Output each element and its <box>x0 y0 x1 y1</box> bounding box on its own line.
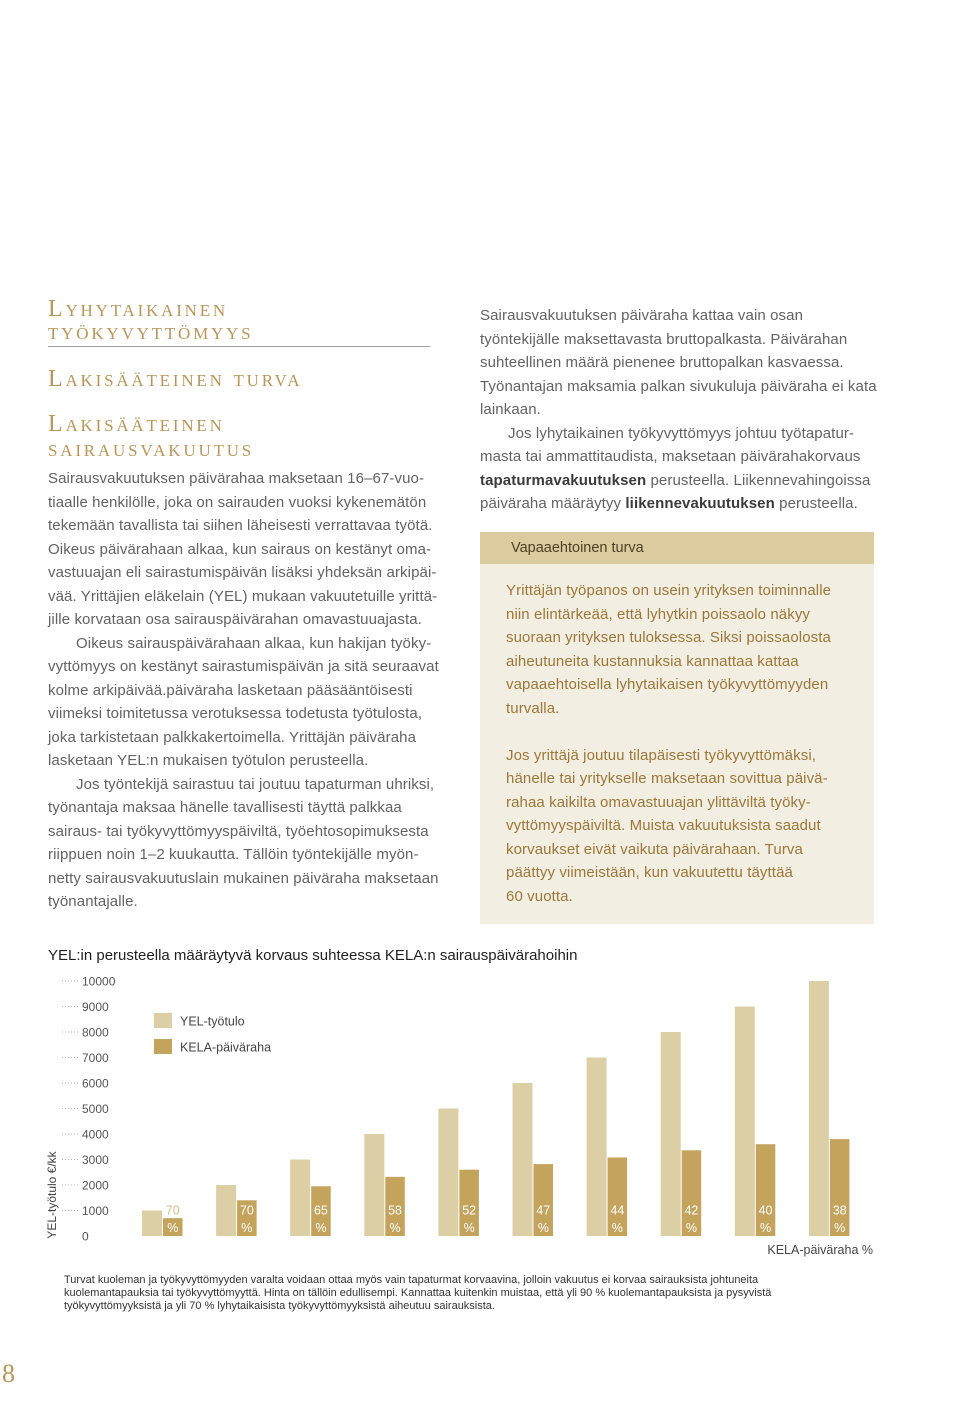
kela-percent-unit: % <box>685 1221 698 1235</box>
y-tick-label: 8000 <box>82 1025 109 1040</box>
text-segment: tekemään tavallista tai siihen läheisesti verrattavaa työtä. <box>48 517 433 534</box>
left-column-text-line <box>48 608 443 632</box>
text-segment: Sairausvakuutuksen päivärahaa maksetaan 16–67-vuo- <box>48 470 425 487</box>
legend-label-kela: KELA-päiväraha <box>180 1040 272 1055</box>
kela-percent-label: 52 <box>462 1203 477 1218</box>
left-column-text-line <box>48 467 443 491</box>
text-segment: työntekijälle maksettavasta bruttopalkasta. Päivärahan <box>480 330 848 348</box>
info-box-text-line <box>506 603 831 627</box>
info-box-paragraph <box>506 744 831 909</box>
footnote-text-line <box>64 1274 771 1287</box>
info-box-body <box>506 579 831 908</box>
chart-plot <box>40 966 920 1266</box>
yel-tyotulo-bar <box>513 1083 533 1236</box>
kela-percent-label: 38 <box>832 1203 847 1218</box>
text-segment: korvaukset eivät vaikuta päivärahaan. Turva <box>506 840 803 858</box>
yel-tyotulo-bar <box>290 1160 310 1237</box>
footnote <box>64 1274 771 1313</box>
left-column-paragraph <box>48 467 443 632</box>
y-axis-label: YEL-työtulo €/kk <box>45 1151 59 1239</box>
right-column-paragraph <box>480 304 900 422</box>
kela-percent-label: 47 <box>536 1203 551 1218</box>
main-heading-line: työkyvyttömyys <box>48 319 254 345</box>
text-segment: työnantaja maksaa hänelle tavallisesti täyttä palkkaa <box>48 799 402 816</box>
kela-percent-unit: % <box>389 1221 401 1235</box>
kela-percent-unit: % <box>759 1221 772 1235</box>
emphasized-term: liikennevakuutuksen <box>625 495 775 512</box>
info-box-text-line <box>506 861 831 885</box>
text-segment: hänelle tai yritykselle maksetaan sovittua päivä- <box>506 770 828 787</box>
text-segment: kuolemantapauksia tai työkyvyttömyyttä. Hinta on tällöin edullisempi. Kannattaa kuitenkin muistaa, että yli 90 % kuolemantapauksista ja pysyvistä <box>64 1286 772 1299</box>
kela-percent-unit: % <box>611 1221 623 1235</box>
kela-percent-label: 40 <box>758 1203 773 1218</box>
page-number: 8 <box>2 1359 15 1388</box>
left-column-text-line <box>48 514 443 538</box>
kela-percent-unit: % <box>241 1221 253 1235</box>
info-box-text-line <box>506 697 831 721</box>
right-column-text <box>480 304 900 516</box>
right-column-text-line <box>480 328 900 352</box>
text-segment: viimeksi toimitetussa verotuksessa todetusta työtulosta, <box>48 705 423 722</box>
kela-percent-label: 42 <box>684 1203 699 1218</box>
text-segment: rahaa kaikilta omavastuuajan ylittäviltä työky- <box>506 793 811 811</box>
subsection-heading-line: sairausvakuutus <box>48 436 255 462</box>
text-segment: Sairausvakuutuksen päiväraha kattaa vain osan <box>480 307 804 324</box>
left-column-text-line <box>48 679 443 703</box>
left-column-text-line <box>48 796 443 820</box>
y-tick-label: 6000 <box>82 1076 109 1091</box>
yel-tyotulo-bar <box>661 1032 681 1236</box>
footnote-paragraph <box>64 1274 771 1313</box>
kela-percent-unit: % <box>167 1221 179 1235</box>
yel-tyotulo-bar <box>438 1109 458 1237</box>
text-segment: riippuen noin 1–2 kuukautta. Tällöin työntekijälle myön- <box>48 846 419 863</box>
left-column-text-line <box>48 632 443 656</box>
x-axis-label: KELA-päiväraha % <box>767 1243 873 1257</box>
text-segment: lasketaan YEL:n mukaisen työtulon perusteella. <box>48 752 369 769</box>
left-column-text-line <box>48 561 443 585</box>
left-column-text-line <box>48 491 443 515</box>
info-box-text-line <box>506 814 831 838</box>
right-column-text-line <box>480 351 900 375</box>
text-segment: Oikeus sairauspäivärahaan alkaa, kun hakijan työky- <box>76 634 432 652</box>
text-segment: kolme arkipäivää.päiväraha lasketaan pääsääntöisesti <box>48 681 413 699</box>
right-column-text-line <box>480 422 900 446</box>
info-box-text-line <box>506 650 831 674</box>
y-tick-label: 0 <box>82 1229 89 1244</box>
legend-swatch-kela <box>154 1039 172 1054</box>
text-segment: Yrittäjän työpanos on usein yrityksen toiminnalle <box>506 582 832 599</box>
section-heading: Lakisääteinen turva <box>48 366 303 392</box>
text-segment: päättyy viimeistään, kun vakuutettu täyttää <box>506 864 793 881</box>
right-column-text-line <box>480 398 900 422</box>
y-tick-label: 10000 <box>82 974 116 989</box>
text-segment: masta tai ammattitaudista, maksetaan päivärahakorvaus <box>480 448 861 465</box>
kela-percent-label: 70 <box>239 1203 254 1218</box>
right-column-text-line <box>480 469 900 493</box>
y-tick-label: 5000 <box>82 1101 109 1116</box>
left-column-text-line <box>48 749 443 773</box>
info-box-text-line <box>506 838 831 862</box>
legend-swatch-yel <box>154 1013 172 1028</box>
legend-label-yel: YEL-työtulo <box>180 1014 245 1029</box>
info-box-voluntary-cover <box>480 532 874 924</box>
info-box-text-line <box>506 744 831 768</box>
text-segment: Turvat kuoleman ja työkyvyttömyyden varalta voidaan ottaa myös vain tapaturmat korvaavina, jolloin vakuutus ei korvaa sairauksista johtuneita <box>64 1273 759 1286</box>
text-segment: päiväraha määräytyy <box>480 495 626 512</box>
kela-percent-label: 70 <box>165 1203 180 1218</box>
main-heading <box>48 298 253 344</box>
y-tick-label: 7000 <box>82 1050 109 1065</box>
right-column-text-line <box>480 445 900 469</box>
yel-tyotulo-bar <box>809 981 829 1236</box>
text-segment: sairaus- tai työkyvyttömyyspäiviltä, työehtosopimuksesta <box>48 822 429 840</box>
subsection-heading-line: Lakisääteinen <box>48 411 225 437</box>
left-column-paragraph <box>48 773 443 914</box>
text-segment: suhteellinen määrä pienenee bruttopalkan kasvaessa. <box>480 354 844 371</box>
text-segment: työnantajalle. <box>48 893 138 910</box>
yel-tyotulo-bar <box>587 1058 607 1237</box>
emphasized-term: tapaturmavakuutuksen <box>480 471 647 489</box>
right-column-paragraph <box>480 422 900 516</box>
text-segment: perusteella. Liikennevahingoissa <box>646 471 871 489</box>
yel-tyotulo-bar <box>142 1211 162 1237</box>
text-segment: netty sairausvakuutuslain mukainen päiväraha maksetaan <box>48 869 439 887</box>
info-box-text-line <box>506 767 831 791</box>
text-segment: Työnantajan maksamia palkan sivukuluja päiväraha ei kata <box>480 377 877 395</box>
main-heading-line: Lyhytaikainen <box>48 296 229 322</box>
kela-percent-unit: % <box>463 1221 475 1235</box>
kela-percent-label: 58 <box>388 1203 403 1218</box>
text-segment: turvalla. <box>506 699 560 717</box>
left-column-text-line <box>48 773 443 797</box>
right-column-text-line <box>480 375 900 399</box>
text-segment: vyttömyys on kestänyt sairastumispäivän ja sitä seuraavat <box>48 658 439 675</box>
left-column-text-line <box>48 843 443 867</box>
yel-tyotulo-bar <box>364 1134 384 1236</box>
info-box-paragraph <box>506 579 831 720</box>
left-column-paragraph <box>48 632 443 773</box>
text-segment: Jos lyhytaikainen työkyvyttömyys johtuu työtapatur- <box>508 424 855 442</box>
left-column-text-line <box>48 867 443 891</box>
info-box-title: Vapaaehtoinen turva <box>480 532 874 564</box>
kela-percent-unit: % <box>834 1221 846 1235</box>
text-segment: Oikeus päivärahaan alkaa, kun sairaus on kestänyt oma- <box>48 540 432 558</box>
right-column-text-line <box>480 304 900 328</box>
kela-percent-label: 44 <box>610 1203 625 1218</box>
left-column-text <box>48 467 443 914</box>
text-segment: jille korvataan osa sairauspäivärahan omavastuuajasta. <box>48 611 422 628</box>
text-segment: 60 vuotta. <box>506 887 573 905</box>
kela-percent-unit: % <box>315 1221 327 1235</box>
footnote-text-line <box>64 1300 771 1313</box>
footnote-text-line <box>64 1287 771 1300</box>
text-segment: vää. Yrittäjien eläkelain (YEL) mukaan vakuutetuille yrittä- <box>48 587 438 605</box>
left-column-text-line <box>48 655 443 679</box>
text-segment: joka tarkistetaan palkkakertoimella. Yrittäjän päiväraha <box>48 728 417 746</box>
y-tick-label: 4000 <box>82 1127 109 1142</box>
left-column-text-line <box>48 890 443 914</box>
text-segment: Jos yrittäjä joutuu tilapäisesti työkyvyttömäksi, <box>506 746 817 764</box>
heading-divider <box>48 346 430 347</box>
text-segment: perusteella. <box>774 495 858 512</box>
text-segment: vapaaehtoisella lyhytaikaisen työkyvyttömyyden <box>506 676 829 693</box>
left-column-text-line <box>48 585 443 609</box>
text-segment: niin elintärkeää, että lyhytkin poissaolo näkyy <box>506 605 811 623</box>
left-column-text-line <box>48 702 443 726</box>
text-segment: aiheutuneita kustannuksia kannattaa kattaa <box>506 652 799 670</box>
left-column-text-line <box>48 726 443 750</box>
left-column-text-line <box>48 538 443 562</box>
y-tick-label: 9000 <box>82 999 109 1014</box>
info-box-text-line <box>506 673 831 697</box>
text-segment: työkyvyttömyyksistä ja yli 70 % lyhytaikaisista työkyvyttömyyksistä aiheutuu sairauksista. <box>64 1299 495 1312</box>
info-box-text-line <box>506 791 831 815</box>
left-column-text-line <box>48 820 443 844</box>
text-segment: suoraan yrityksen tuloksessa. Siksi poissaolosta <box>506 629 831 646</box>
text-segment: lainkaan. <box>480 401 541 418</box>
info-box-text-line <box>506 885 831 909</box>
y-tick-label: 1000 <box>82 1203 109 1218</box>
right-column-text-line <box>480 492 900 516</box>
info-box-text-line <box>506 579 831 603</box>
text-segment: vyttömyyspäiviltä. Muista vakuutuksista saadut <box>506 817 821 834</box>
y-tick-label: 3000 <box>82 1152 109 1167</box>
kela-percent-label: 65 <box>313 1203 328 1218</box>
text-segment: Jos työntekijä sairastuu tai joutuu tapaturman uhriksi, <box>76 775 435 793</box>
info-box-text-line <box>506 626 831 650</box>
subsection-heading <box>48 412 254 462</box>
text-segment: vastuuajan eli sairastumispäivän lisäksi yhdeksän arkipäi- <box>48 564 437 581</box>
text-segment: tiaalle henkilölle, joka on sairauden vuoksi kykenemätön <box>48 493 427 511</box>
y-tick-label: 2000 <box>82 1178 109 1193</box>
yel-tyotulo-bar <box>735 1007 755 1237</box>
chart-title: YEL:in perusteella määräytyvä korvaus suhteessa KELA:n sairauspäivärahoihin <box>48 947 578 964</box>
yel-tyotulo-bar <box>216 1185 236 1236</box>
kela-percent-unit: % <box>537 1221 549 1235</box>
